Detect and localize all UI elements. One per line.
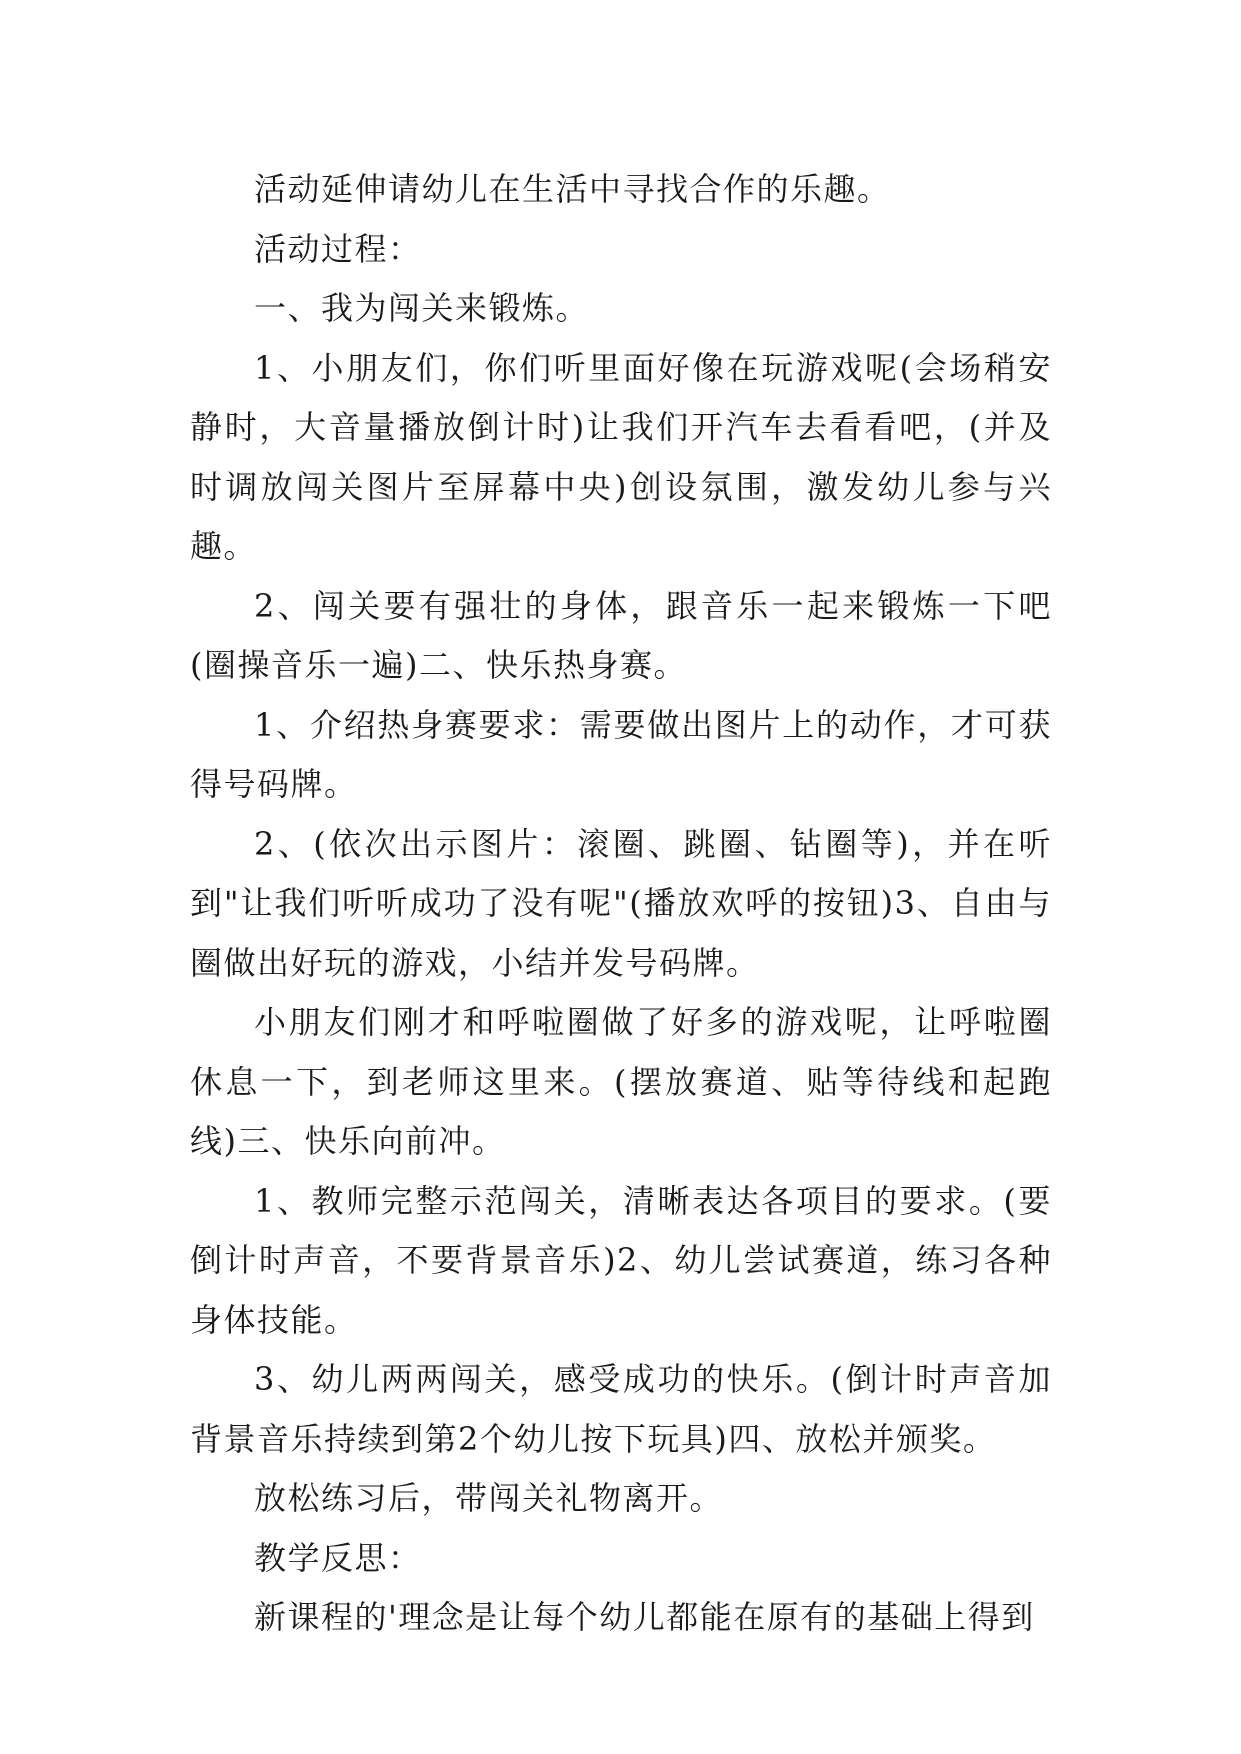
- paragraph-step-3-3: 3、幼儿两两闯关，感受成功的快乐。(倒计时声音加背景音乐持续到第2个幼儿按下玩具)四、放松并颁奖。: [190, 1360, 1052, 1458]
- paragraph-step-2-2: 2、(依次出示图片：滚圈、跳圈、钻圈等)，并在听到"让我们听听成功了没有呢"(播放欢呼的按钮)3、自由与圈做出好玩的游戏，小结并发号码牌。: [190, 824, 1052, 982]
- paragraph-step-1-2: 2、闯关要有强壮的身体，跟音乐一起来锻炼一下吧(圈操音乐一遍)二、快乐热身赛。: [190, 586, 1052, 684]
- paragraph-activity-extension: 活动延伸请幼儿在生活中寻找合作的乐趣。: [254, 170, 891, 208]
- paragraph-step-3-1: 1、教师完整示范闯关，清晰表达各项目的要求。(要倒计时声音，不要背景音乐)2、幼儿尝试赛道，练习各种身体技能。: [190, 1181, 1052, 1339]
- paragraph-reflection-text: 新课程的'理念是让每个幼儿都能在原有的基础上得到: [254, 1598, 1035, 1636]
- document-page: [190, 160, 1052, 1648]
- paragraph-step-1-1: 1、小朋友们，你们听里面好像在玩游戏呢(会场稍安静时，大音量播放倒计时)让我们开汽车去看看吧，(并及时调放闯关图片至屏幕中央)创设氛围，激发幼儿参与兴趣。: [190, 348, 1052, 565]
- paragraph-relax: 放松练习后，带闯关礼物离开。: [254, 1479, 724, 1517]
- paragraph-activity-process-heading: 活动过程：: [254, 229, 422, 268]
- paragraph-section-one: 一、我为闯关来锻炼。: [254, 289, 590, 327]
- paragraph-reflection-heading: 教学反思：: [254, 1538, 422, 1577]
- paragraph-step-2-1: 1、介绍热身赛要求：需要做出图片上的动作，才可获得号码牌。: [190, 705, 1052, 803]
- paragraph-hula-hoop-rest: 小朋友们刚才和呼啦圈做了好多的游戏呢，让呼啦圈休息一下，到老师这里来。(摆放赛道、贴等待线和起跑线)三、快乐向前冲。: [190, 1003, 1052, 1160]
